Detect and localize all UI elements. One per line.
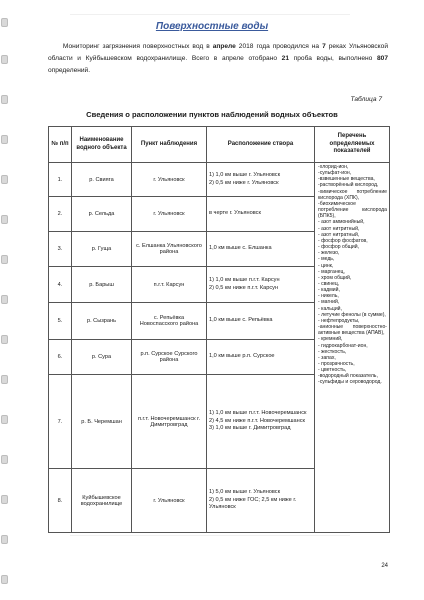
row-object: р. Барыш xyxy=(72,267,132,303)
binding-hole xyxy=(1,415,8,424)
intro-paragraph xyxy=(48,41,388,77)
binding-hole xyxy=(1,495,8,504)
intro-text: Мониторинг загрязнения поверхностных вод в xyxy=(62,43,213,50)
row-point: п.г.т. Карсун xyxy=(132,267,207,303)
site-line: 1) 1,0 км выше г. Ульяновск xyxy=(209,171,281,178)
binding-hole xyxy=(1,175,8,184)
parameter-item: - кадмий, xyxy=(318,287,340,294)
parameter-item: - никель, xyxy=(318,293,339,300)
site-line: 1) 1,0 км выше п.г.т. Карсун xyxy=(209,276,280,283)
table-row xyxy=(49,163,390,197)
row-site xyxy=(207,267,315,303)
parameter-item: -анионные поверхностно-активные вещества (АПАВ), xyxy=(318,324,387,337)
intro-rivers-count: 7 xyxy=(322,43,326,50)
parameter-item: - фосфор общий, xyxy=(318,244,360,251)
parameter-item: - медь, xyxy=(318,256,335,263)
parameter-item: -сульфиды и сероводород. xyxy=(318,379,382,386)
row-object: р. Б. Черемшан xyxy=(72,375,132,469)
row-point: с. Репьёвка Новоспасского района xyxy=(132,303,207,340)
site-line: 1,0 км выше р.п. Сурское xyxy=(209,353,275,360)
parameter-item: - гидрокарбонат-ион, xyxy=(318,342,368,349)
row-site xyxy=(207,232,315,267)
binding-hole xyxy=(1,215,8,224)
parameter-item: -биохимическое потребление кислорода (БПК5), xyxy=(318,200,387,220)
intro-text: проба воды, выполнено xyxy=(289,55,377,62)
row-site xyxy=(207,303,315,340)
parameter-item: -взвешенные вещества, xyxy=(318,176,375,183)
parameter-item: - магний, xyxy=(318,299,340,306)
site-line: в черте г. Ульяновск xyxy=(209,210,261,217)
parameter-item: -водородный показатель, xyxy=(318,373,378,380)
parameter-item: - запах, xyxy=(318,354,336,361)
row-num: 6. xyxy=(49,340,72,375)
parameter-item: - жесткость, xyxy=(318,348,347,355)
site-line: 1) 5,0 км выше г. Ульяновск xyxy=(209,489,281,496)
binding-hole xyxy=(1,535,8,544)
binding-hole xyxy=(1,55,8,64)
header-num: № п/п xyxy=(49,127,72,163)
parameter-item: - марганец, xyxy=(318,268,345,275)
site-line: 2) 0,5 км ниже п.г.т. Карсун xyxy=(209,284,279,291)
intro-determinations-count: 807 xyxy=(376,55,388,62)
site-line: 1,0 км выше с. Елшанка xyxy=(209,245,272,252)
site-line: 2) 4,5 км ниже п.г.т. Новочеремшанск xyxy=(209,417,305,424)
intro-month: апреле xyxy=(212,43,236,50)
row-num: 4. xyxy=(49,267,72,303)
site-line: 2) 0,5 км ниже ГОС; 2,5 км ниже г. Ульяновск xyxy=(209,496,297,511)
binding-hole xyxy=(1,255,8,264)
parameter-item: - кальций, xyxy=(318,305,342,312)
row-point: р.п. Сурское Сурского района xyxy=(132,340,207,375)
row-point: г. Ульяновск xyxy=(132,197,207,232)
parameter-item: -растворённый кислород, xyxy=(318,182,379,189)
row-object: р. Гуща xyxy=(72,232,132,267)
table-header-row xyxy=(49,127,390,163)
parameter-item: - азот нитратный, xyxy=(318,231,360,238)
section-heading: Поверхностные воды xyxy=(155,21,269,32)
row-object: Куйбышевское водохранилище xyxy=(72,469,132,533)
parameter-item: - прозрачность, xyxy=(318,361,355,367)
row-site xyxy=(207,375,315,469)
header-site: Расположение створа xyxy=(207,127,315,163)
binding-hole xyxy=(1,375,8,384)
parameter-item: -сульфат-ион, xyxy=(318,170,352,177)
header-point: Пункт наблюдения xyxy=(132,127,207,163)
binding-strip xyxy=(0,0,9,600)
header-object: Наименование водного объекта xyxy=(72,127,132,163)
row-object: р. Сельда xyxy=(72,197,132,232)
intro-samples-count: 21 xyxy=(281,55,290,62)
parameters-cell xyxy=(315,163,390,533)
binding-hole xyxy=(1,455,8,464)
row-object: р. Свияга xyxy=(72,163,132,197)
site-line: 1,0 км выше с. Репьёвка xyxy=(209,317,273,324)
row-num: 8. xyxy=(49,469,72,533)
header-params: Перечень определяемых показателей xyxy=(315,127,390,163)
parameter-item: - хром общий, xyxy=(318,274,352,281)
row-site xyxy=(207,469,315,533)
site-line: 3) 1,0 км выше г. Димитровград xyxy=(209,425,291,432)
parameter-item: -хлорид-ион, xyxy=(318,164,349,170)
row-num: 1. xyxy=(49,163,72,197)
parameter-item: - свинец, xyxy=(318,280,340,287)
bleed-through-line xyxy=(70,14,350,15)
site-line: 2) 0,5 км ниже г. Ульяновск xyxy=(209,179,279,186)
parameter-item: - кремний, xyxy=(318,336,343,343)
binding-hole xyxy=(1,335,8,344)
row-site xyxy=(207,197,315,232)
bleed-through-line xyxy=(70,535,350,536)
parameter-item: -химическое потребление кислорода (ХПК), xyxy=(318,188,387,201)
parameter-item: - азот нитритный, xyxy=(318,225,360,232)
parameter-item: - цинк, xyxy=(318,262,334,269)
row-num: 3. xyxy=(49,232,72,267)
binding-hole xyxy=(1,295,8,304)
parameter-item: - азот аммонийный, xyxy=(318,219,365,226)
row-num: 5. xyxy=(49,303,72,340)
binding-hole xyxy=(1,575,8,584)
row-num: 2. xyxy=(49,197,72,232)
table-title: Сведения о расположении пунктов наблюдений водных объектов xyxy=(86,110,338,119)
parameter-item: - летучие фенолы (в сумме), xyxy=(318,311,386,318)
row-site xyxy=(207,163,315,197)
row-point: г. Ульяновск xyxy=(132,469,207,533)
row-object: р. Сызрань xyxy=(72,303,132,340)
row-site xyxy=(207,340,315,375)
parameter-item: - цветность, xyxy=(318,367,347,374)
row-point: с. Елшанка Ульяновского района xyxy=(132,232,207,267)
binding-hole xyxy=(1,135,8,144)
intro-text: определений. xyxy=(48,67,91,74)
row-num: 7. xyxy=(49,375,72,469)
intro-text: 2018 года проводился на xyxy=(235,43,323,50)
table-number: Таблица 7 xyxy=(350,96,382,103)
parameter-item: - нефтепродукты, xyxy=(318,317,360,324)
intro-text: реках Ульяновской области и Куйбышевском водохранилище. Всего в апреле отобрано xyxy=(48,43,388,62)
monitoring-points-table xyxy=(48,126,390,533)
binding-hole xyxy=(1,95,8,104)
row-point: г. Ульяновск xyxy=(132,163,207,197)
page-number: 24 xyxy=(381,563,388,569)
row-point: п.г.т. Новочеремшанск г. Димитровград xyxy=(132,375,207,469)
parameter-item: - железо, xyxy=(318,250,340,257)
site-line: 1) 1,0 км выше п.г.т. Новочеремшанск xyxy=(209,410,307,417)
parameter-item: - фосфор фосфатов, xyxy=(318,237,368,244)
row-object: р. Сура xyxy=(72,340,132,375)
